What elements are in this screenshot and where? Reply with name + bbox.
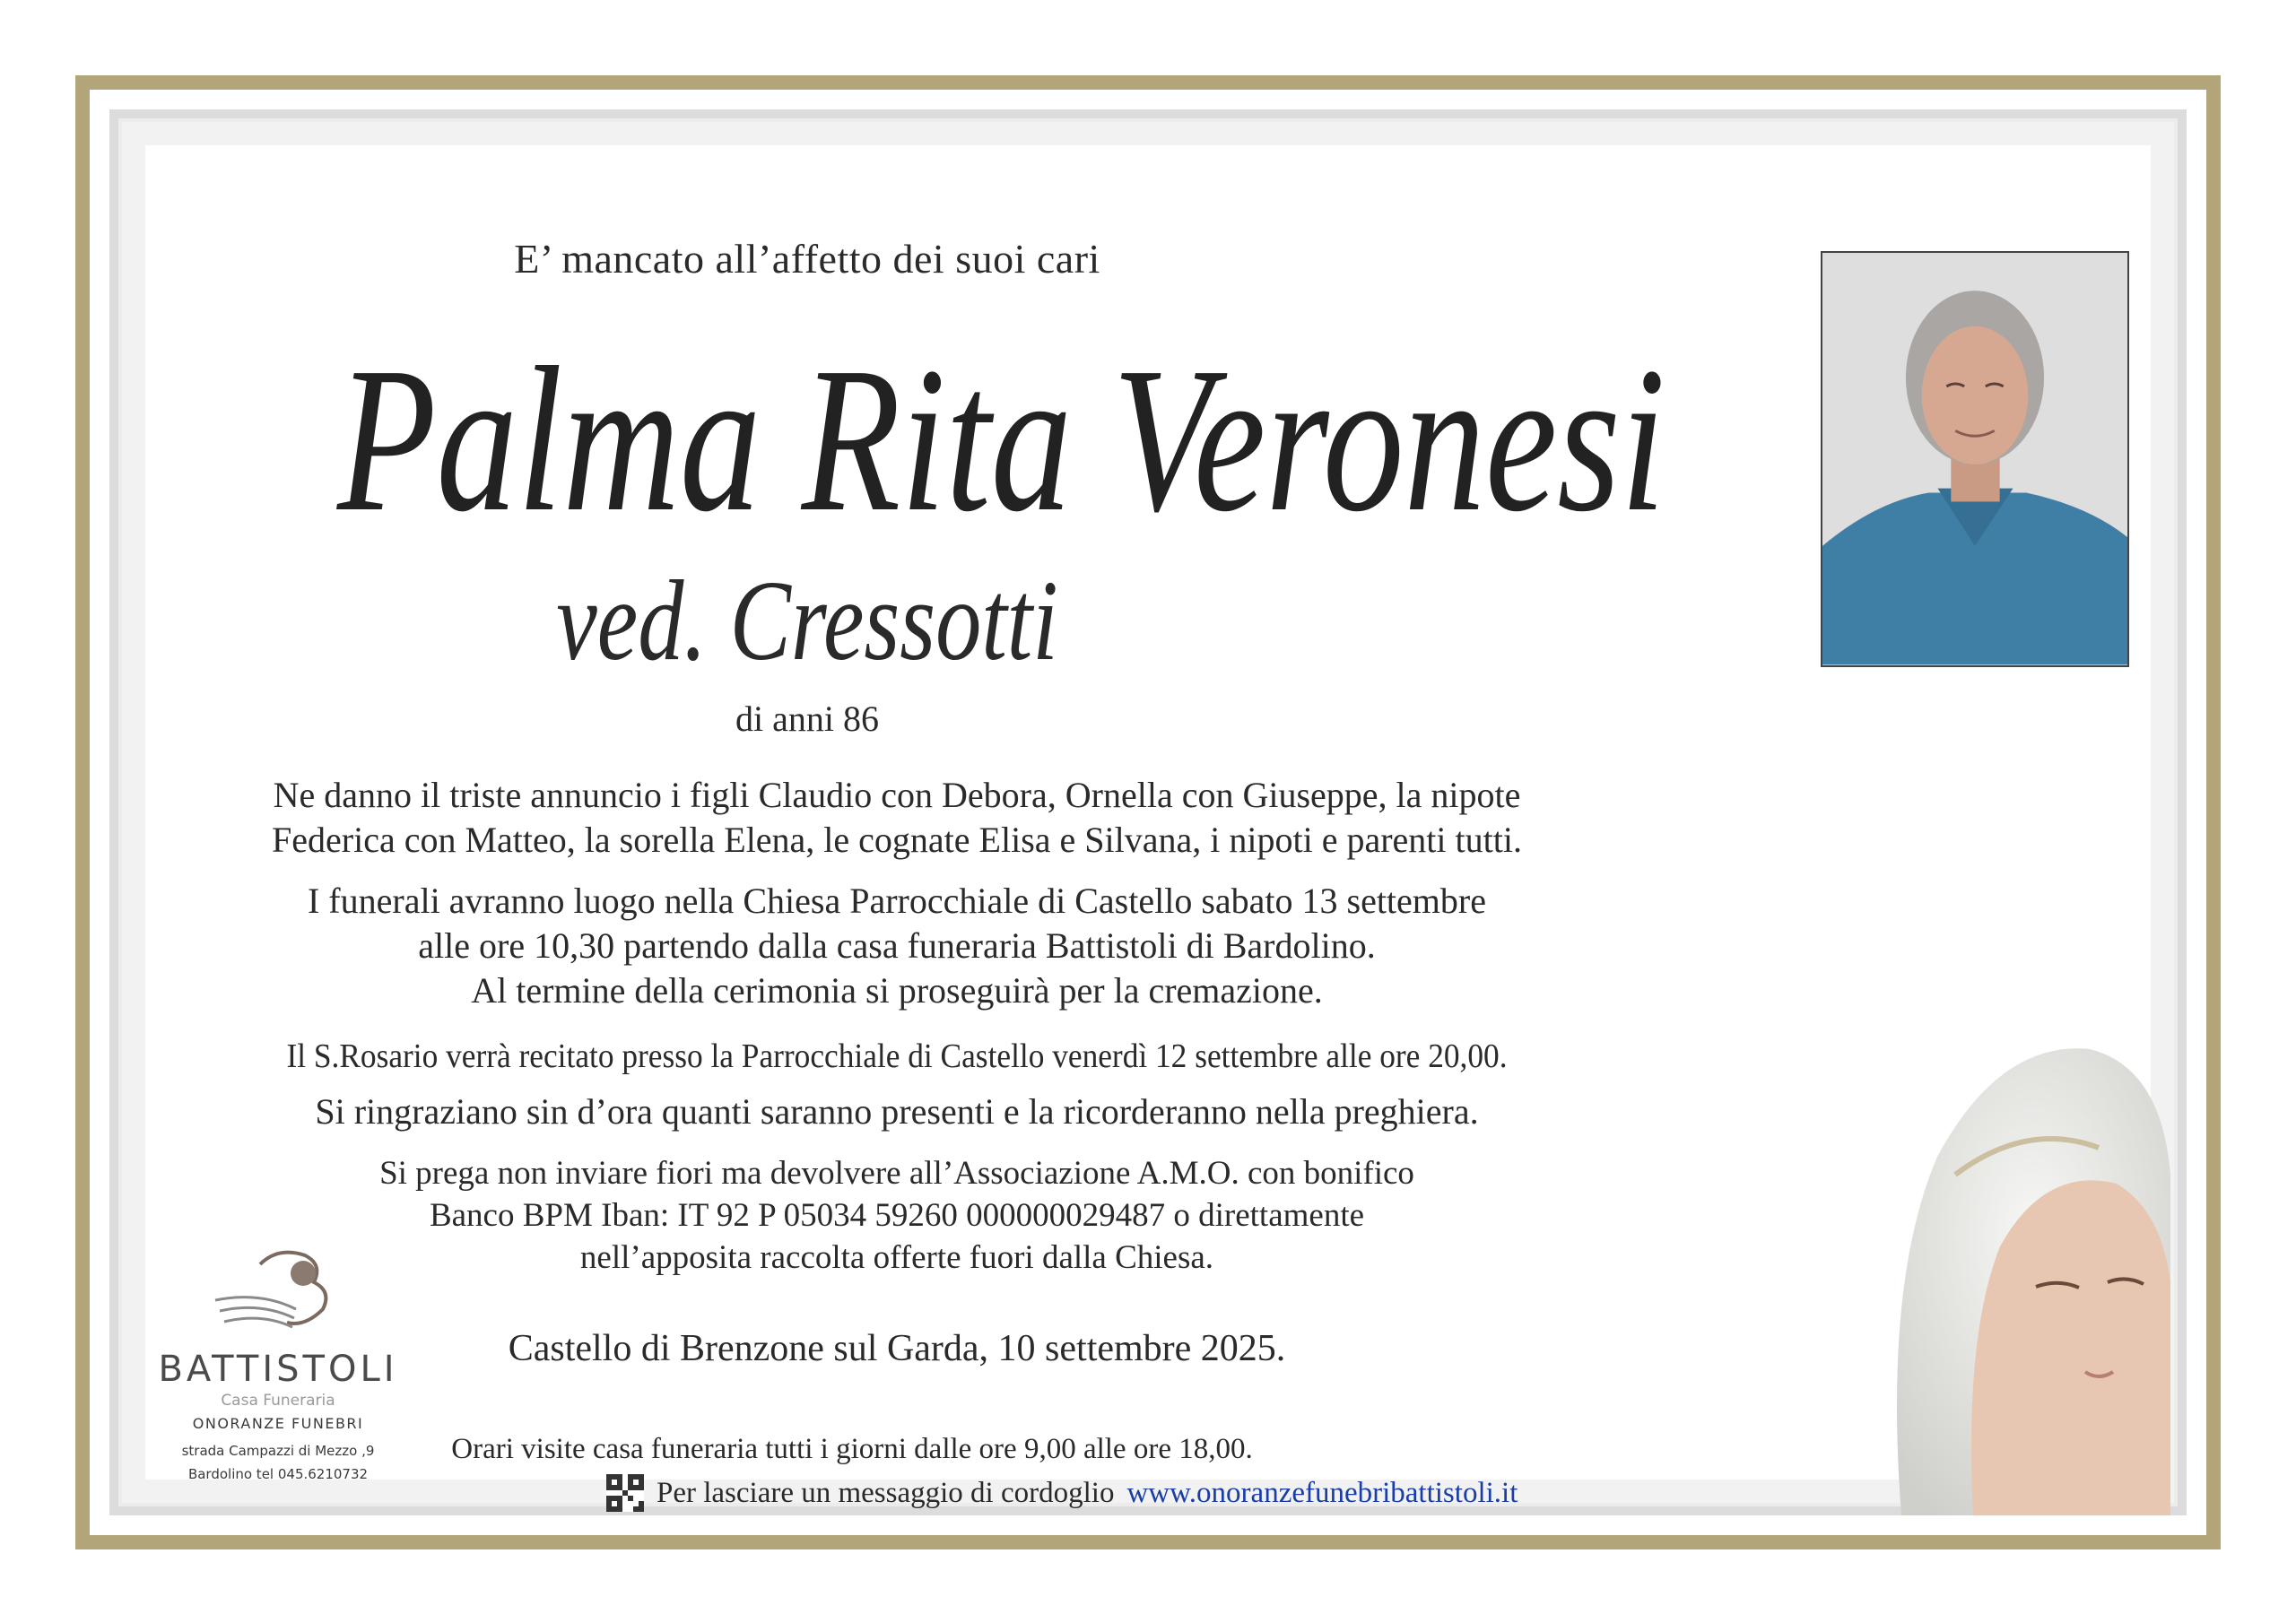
condolence-text: Per lasciare un messaggio di cordoglio: [657, 1476, 1115, 1509]
rosary-line: Il S.Rosario verrà recitato presso la Parrocchiale di Castello venerdì 12 settembre alle ore 20,00.: [286, 1037, 1508, 1075]
logo-address-phone: Bardolino tel 045.6210732: [187, 1466, 369, 1482]
qr-code-icon[interactable]: [606, 1474, 644, 1512]
website-link[interactable]: www.onoranzefunebribattistoli.it: [1126, 1476, 1518, 1509]
widow-of-line: ved. Cressotti: [556, 557, 1058, 684]
place-date-line: Castello di Brenzone sul Garda, 10 settembre 2025.: [508, 1328, 1286, 1369]
logo-address: [144, 1439, 413, 1486]
portrait-illustration: [1822, 253, 2127, 665]
thanks-line: Si ringraziano sin d’ora quanti saranno presenti e la ricorderanno nella preghiera.: [315, 1091, 1479, 1132]
visiting-hours-line: Orari visite casa funeraria tutti i giorni dalle ore 9,00 alle ore 18,00.: [451, 1433, 1253, 1465]
madonna-image: [1866, 1013, 2170, 1515]
logo-service: ONORANZE FUNEBRI: [192, 1415, 364, 1432]
announcement-line: Federica con Matteo, la sorella Elena, le cognate Elisa e Silvana, i nipoti e parenti tutti.: [272, 820, 1522, 860]
announcement-line: Ne danno il triste annuncio i figli Claudio con Debora, Ornella con Giuseppe, la nipote: [273, 775, 1521, 815]
funeral-line: I funerali avranno luogo nella Chiesa Parrocchiale di Castello sabato 13 settembre: [307, 881, 1486, 921]
donation-line: Si prega non inviare fiori ma devolvere all’Associazione A.M.O. con bonifico: [379, 1155, 1414, 1192]
donation-line: Banco BPM Iban: IT 92 P 05034 59260 000000029487 o direttamente: [429, 1197, 1365, 1234]
logo-brand: BATTISTOLI: [158, 1349, 398, 1390]
funeral-line: alle ore 10,30 partendo dalla casa funeraria Battistoli di Bardolino.: [418, 925, 1376, 966]
intro-line: E’ mancato all’affetto dei suoi cari: [514, 236, 1100, 282]
deceased-name: Palma Rita Veronesi: [337, 325, 1666, 555]
battistoli-logo: [144, 1246, 413, 1486]
portrait-photo: [1821, 251, 2129, 667]
age-line: di anni 86: [735, 699, 879, 739]
logo-address-street: strada Campazzi di Mezzo ,9: [181, 1443, 375, 1459]
condolence-line: [606, 1474, 1518, 1512]
funeral-line: Al termine della cerimonia si proseguirà per la cremazione.: [471, 970, 1323, 1011]
logo-subtitle: Casa Funeraria: [221, 1392, 335, 1410]
funeral-paragraph: [161, 879, 1632, 1013]
announcement-paragraph: [161, 773, 1632, 863]
logo-emblem-icon: [206, 1246, 350, 1345]
donation-line: nell’apposita raccolta offerte fuori dalla Chiesa.: [579, 1239, 1214, 1276]
